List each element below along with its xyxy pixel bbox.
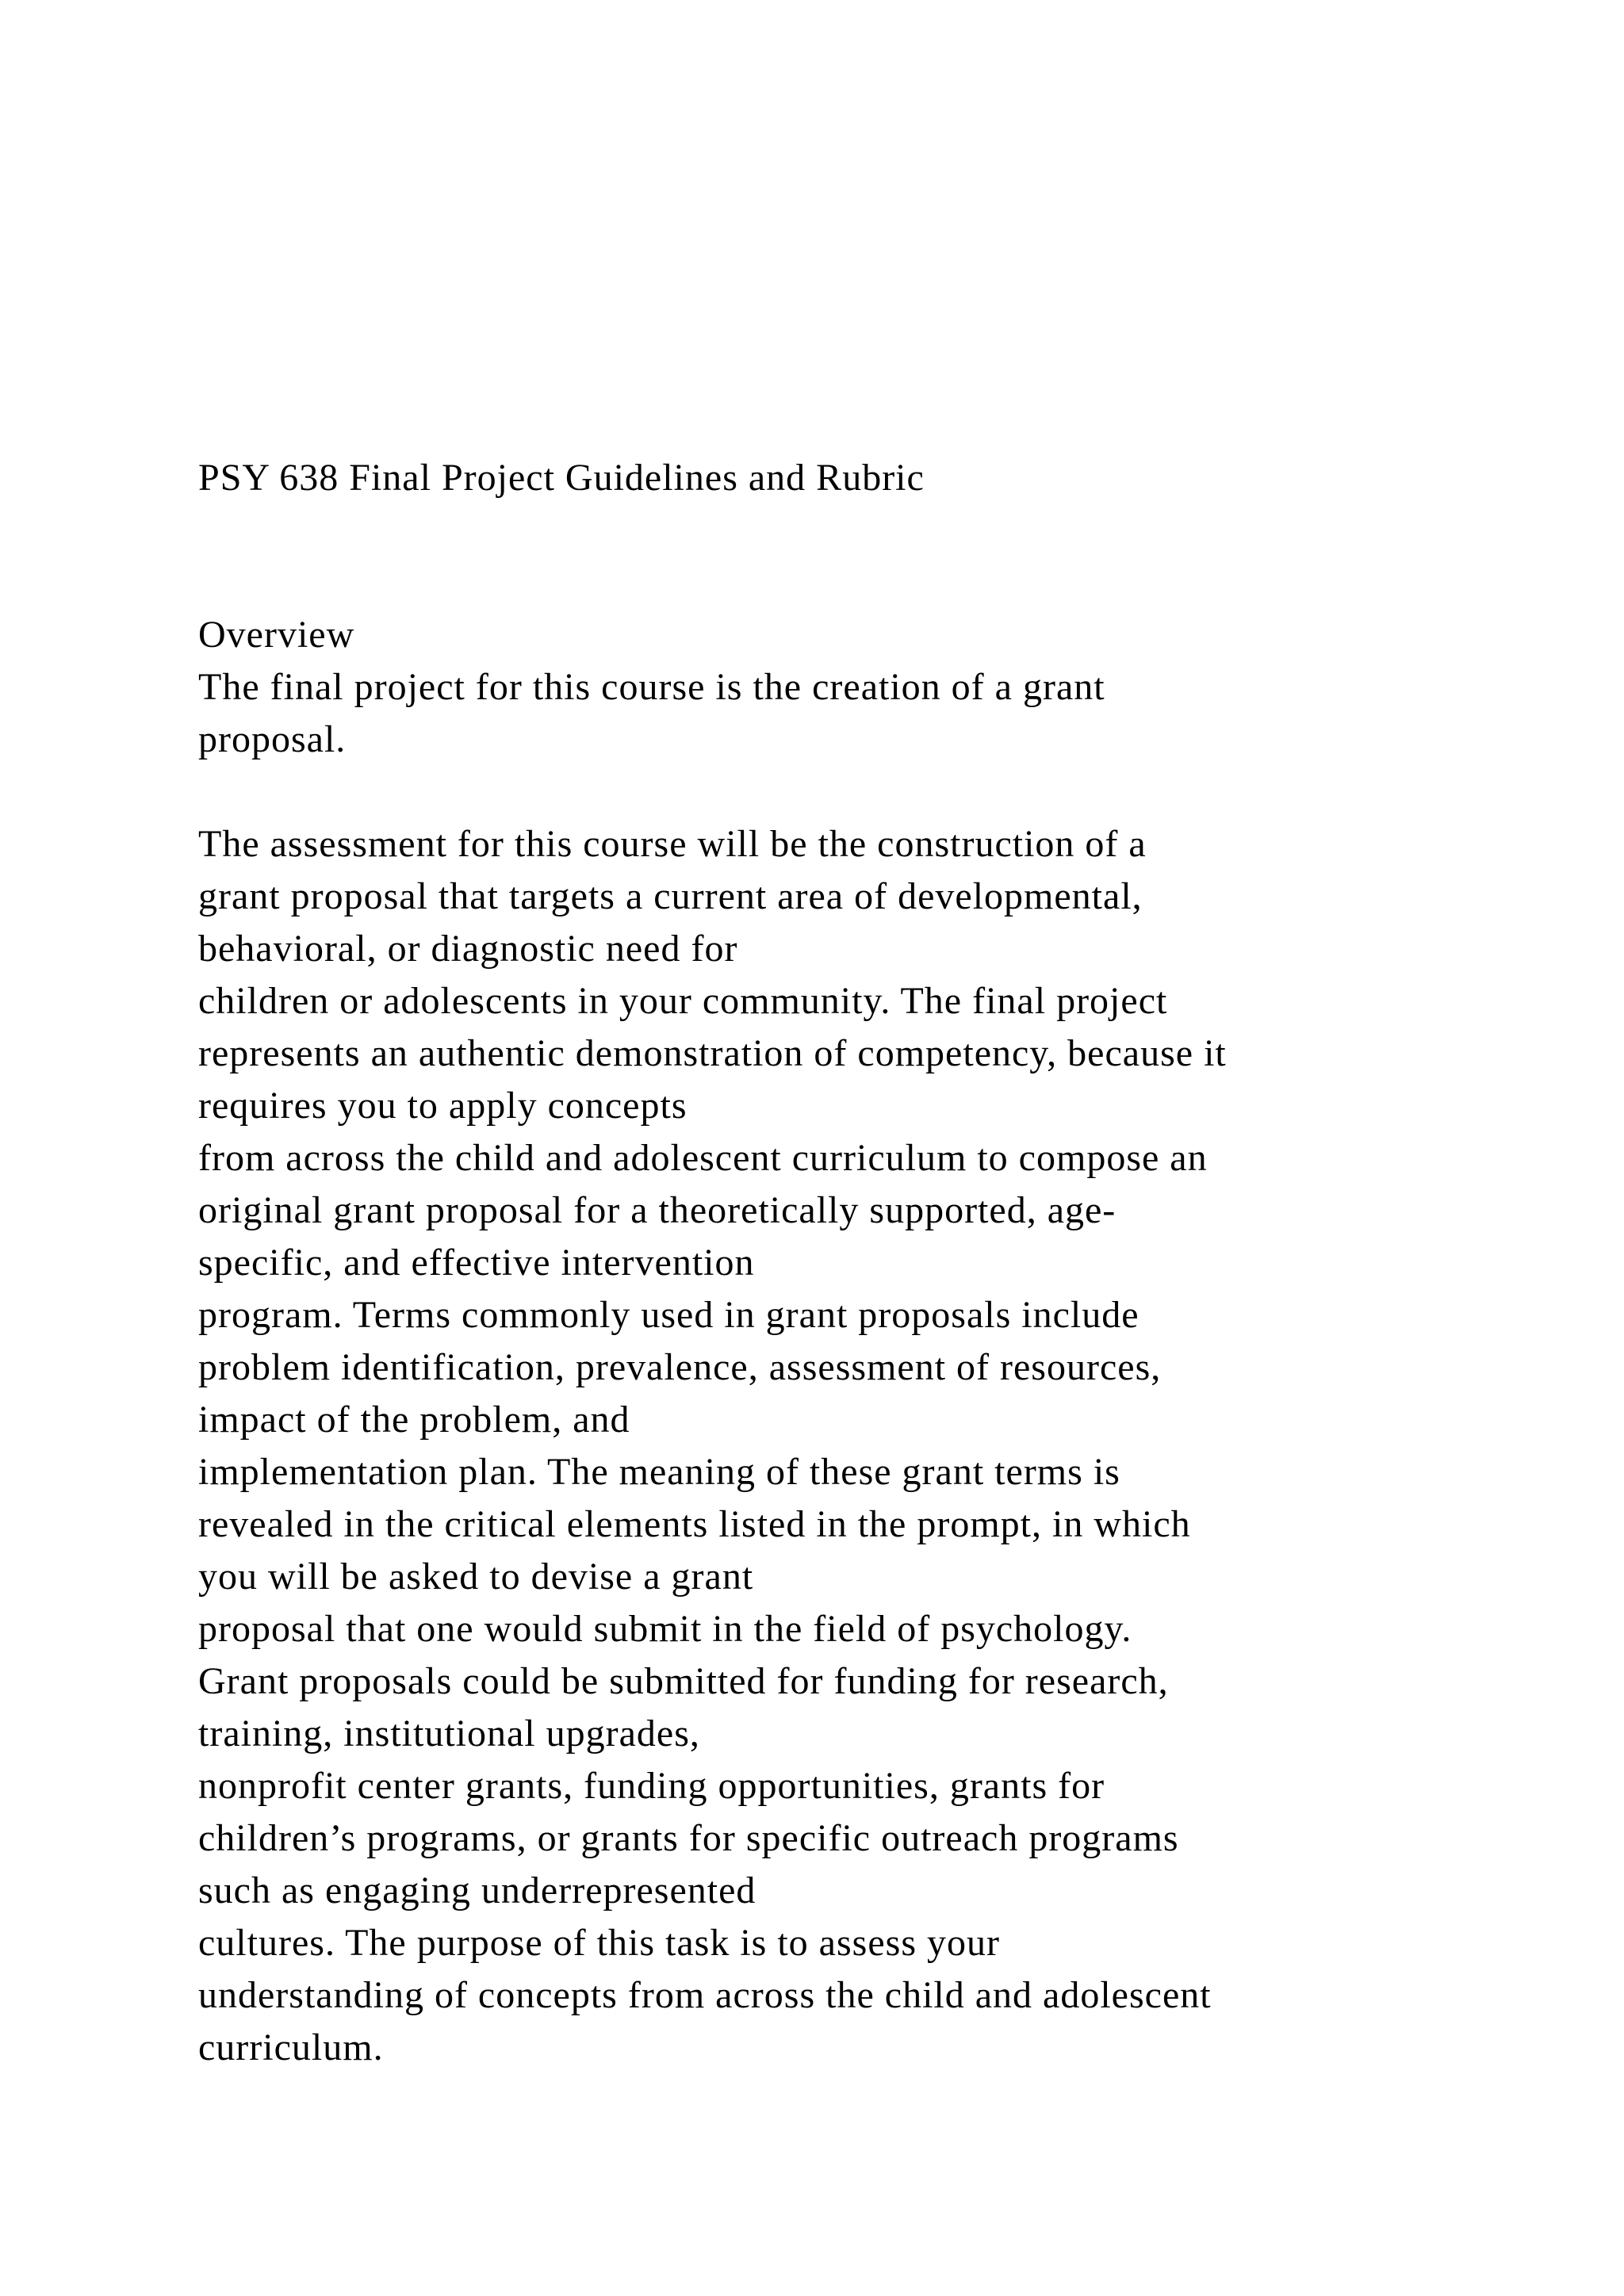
intro-line: proposal. [198, 718, 347, 760]
spacer [198, 766, 1546, 818]
body-line: understanding of concepts from across the child and adolescent [198, 1974, 1212, 2016]
intro-line: The final project for this course is the creation of a grant [198, 666, 1105, 708]
spacer [198, 504, 1546, 609]
body-line: program. Terms commonly used in grant proposals include [198, 1294, 1139, 1336]
section-heading-overview: Overview [198, 614, 355, 656]
body-line: you will be asked to devise a grant [198, 1556, 754, 1598]
body-line: from across the child and adolescent curriculum to compose an [198, 1137, 1208, 1179]
document-title: PSY 638 Final Project Guidelines and Rubric [198, 457, 925, 499]
body-line: Grant proposals could be submitted for funding for research, [198, 1660, 1169, 1702]
body-line: specific, and effective intervention [198, 1242, 755, 1284]
body-line: cultures. The purpose of this task is to assess your [198, 1922, 1000, 1964]
body-line: children or adolescents in your community. The final project [198, 980, 1168, 1022]
body-line: represents an authentic demonstration of competency, because it [198, 1032, 1227, 1074]
body-line: grant proposal that targets a current area of developmental, [198, 875, 1143, 917]
body-line: revealed in the critical elements listed in the prompt, in which [198, 1503, 1191, 1545]
body-line: proposal that one would submit in the field of psychology. [198, 1608, 1132, 1650]
body-line: training, institutional upgrades, [198, 1712, 700, 1755]
body-line: implementation plan. The meaning of these grant terms is [198, 1451, 1120, 1493]
body-line: curriculum. [198, 2026, 384, 2068]
document-body [198, 452, 1546, 2074]
body-line: children’s programs, or grants for specific outreach programs [198, 1817, 1179, 1859]
body-line: behavioral, or diagnostic need for [198, 928, 738, 970]
body-line: nonprofit center grants, funding opportunities, grants for [198, 1765, 1105, 1807]
body-line: The assessment for this course will be the construction of a [198, 823, 1147, 865]
body-line: impact of the problem, and [198, 1399, 630, 1441]
body-line: such as engaging underrepresented [198, 1869, 756, 1911]
body-line: original grant proposal for a theoretically supported, age- [198, 1189, 1116, 1231]
body-line: requires you to apply concepts [198, 1085, 688, 1127]
body-line: problem identification, prevalence, assessment of resources, [198, 1346, 1162, 1388]
